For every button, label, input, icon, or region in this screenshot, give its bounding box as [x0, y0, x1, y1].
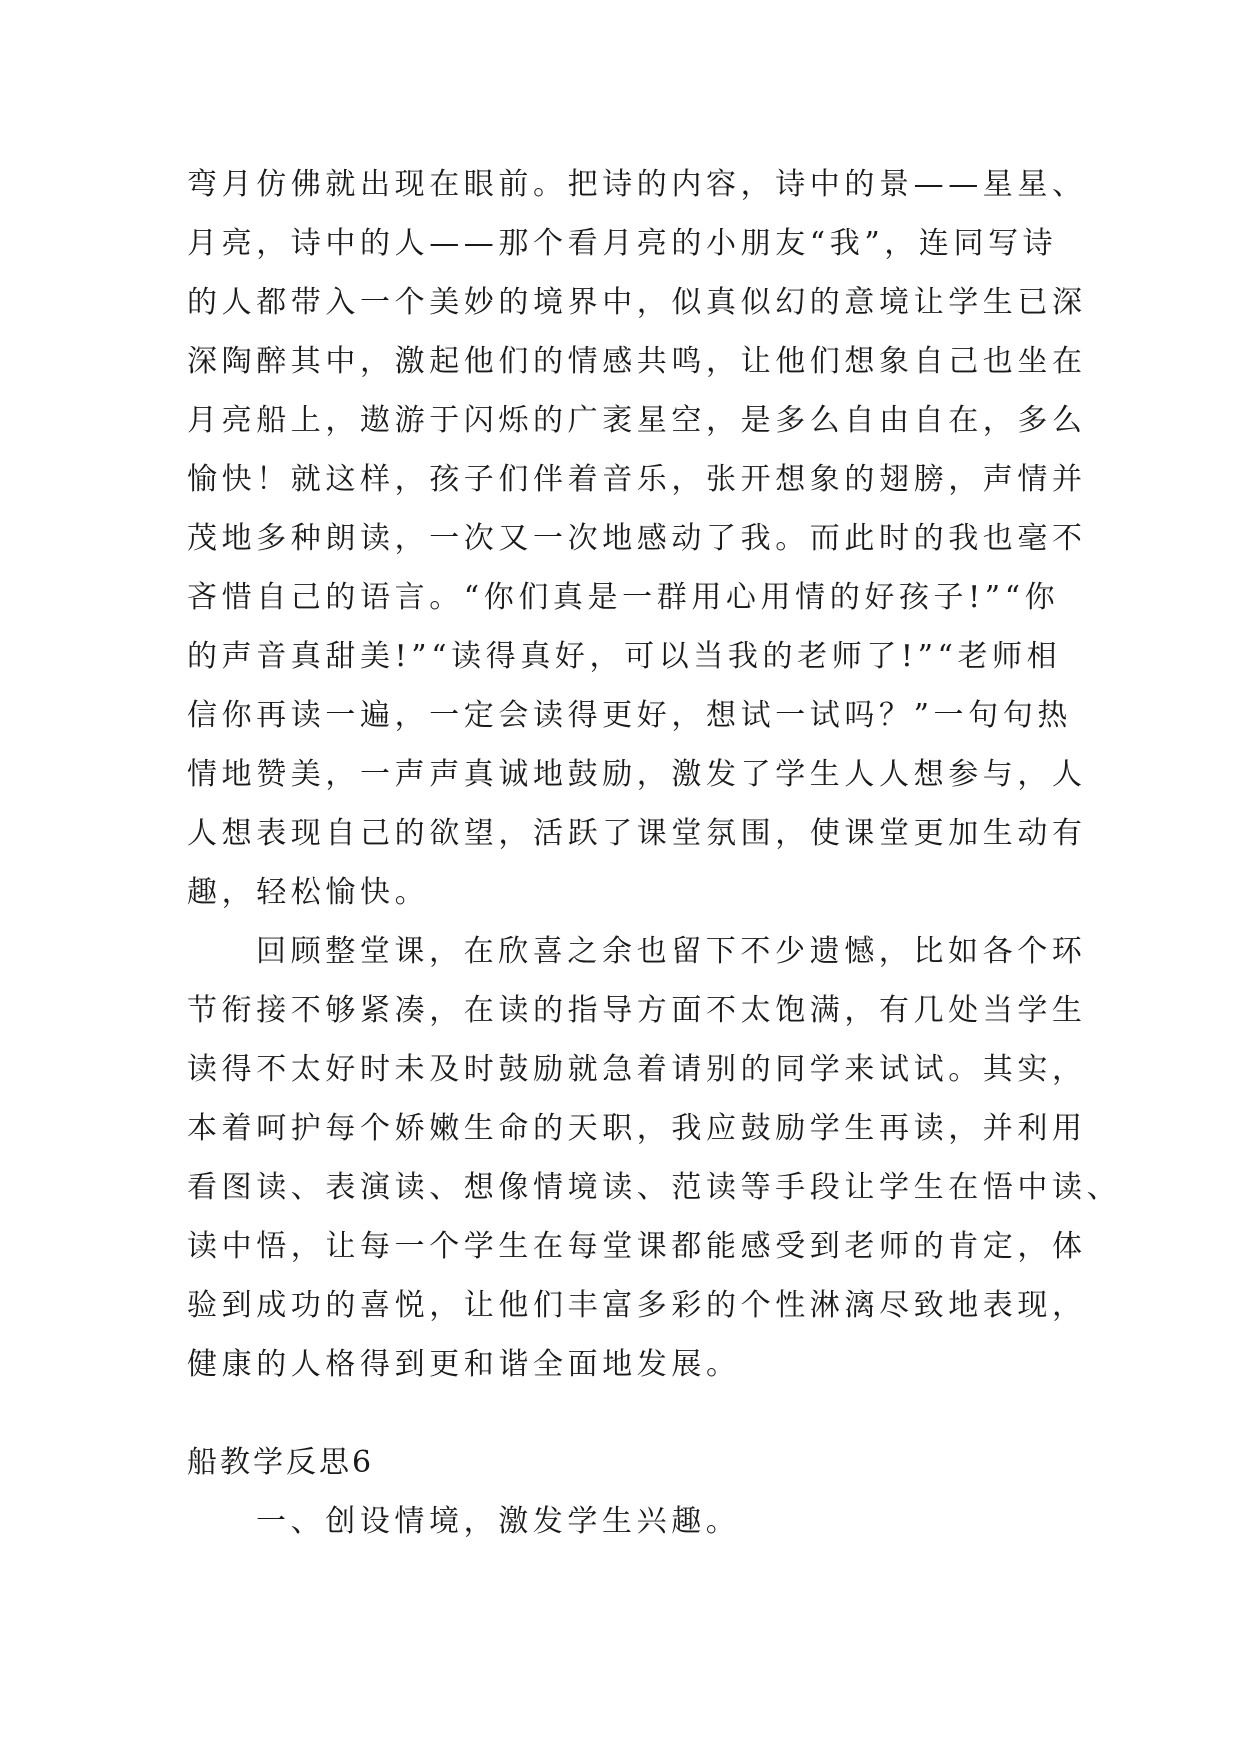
paragraph-line: 月亮，诗中的人——那个看月亮的小朋友“我”，连同写诗: [187, 226, 1058, 261]
paragraph-line: 弯月仿佛就出现在眼前。把诗的内容，诗中的景——星星、: [187, 167, 1087, 202]
paragraph-line: 本着呵护每个娇嫩生命的天职，我应鼓励学生再读，并利用: [187, 1111, 1087, 1146]
paragraph-line: 读中悟，让每一个学生在每堂课都能感受到老师的肯定，体: [187, 1229, 1087, 1264]
paragraph-line: 信你再读一遍，一定会读得更好，想试一试吗？”一句句热: [187, 698, 1072, 733]
paragraph-first-line: 回顾整堂课，在欣喜之余也留下不少遗憾，比如各个环: [256, 934, 1087, 969]
paragraph-line: 茂地多种朗读，一次又一次地感动了我。而此时的我也毫不: [187, 521, 1087, 556]
paragraph-line: 趣，轻松愉快。: [187, 875, 430, 910]
paragraph-line: 节衔接不够紧凑，在读的指导方面不太饱满，有几处当学生: [187, 993, 1087, 1028]
paragraph-line: 人想表现自己的欲望，活跃了课堂氛围，使课堂更加生动有: [187, 816, 1087, 851]
paragraph-line: 读得不太好时未及时鼓励就急着请别的同学来试试。其实，: [187, 1052, 1087, 1087]
paragraph-line: 验到成功的喜悦，让他们丰富多彩的个性淋漓尽致地表现，: [187, 1288, 1087, 1323]
paragraph-line: 的声音真甜美!”“读得真好，可以当我的老师了!”“老师相: [187, 639, 1062, 674]
paragraph-line: 的人都带入一个美妙的境界中，似真似幻的意境让学生已深: [187, 285, 1087, 320]
paragraph-line: 看图读、表演读、想像情境读、范读等手段让学生在悟中读、: [187, 1170, 1122, 1205]
paragraph-line: 月亮船上，遨游于闪烁的广袤星空，是多么自由自在，多么: [187, 403, 1087, 438]
paragraph-line: 情地赞美，一声声真诚地鼓励，激发了学生人人想参与，人: [187, 757, 1087, 792]
paragraph-line: 健康的人格得到更和谐全面地发展。: [187, 1347, 741, 1382]
section-first-line: 一、创设情境，激发学生兴趣。: [256, 1504, 741, 1539]
section-title: 船教学反思6: [187, 1445, 375, 1480]
paragraph-line: 吝惜自己的语言。“你们真是一群用心用情的好孩子!”“你: [187, 580, 1060, 615]
paragraph-line: 深陶醉其中，激起他们的情感共鸣，让他们想象自己也坐在: [187, 344, 1087, 379]
paragraph-line: 愉快！就这样，孩子们伴着音乐，张开想象的翅膀，声情并: [187, 462, 1087, 497]
